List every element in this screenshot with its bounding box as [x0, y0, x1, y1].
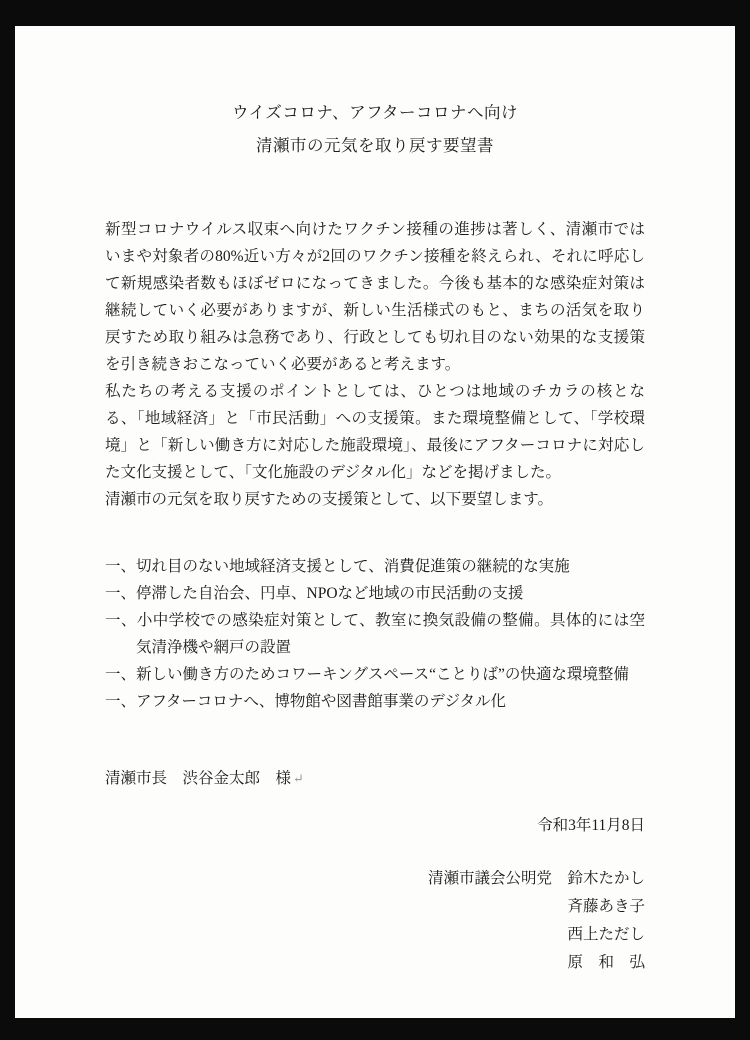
request-item-coworking — [105, 661, 645, 688]
request-text: 小中学校での感染症対策として、教室に換気設備の整備。具体的には空気清浄機や網戸の設置 — [136, 612, 645, 656]
request-marker: 一、 — [105, 693, 137, 710]
request-text: 停滞した自治会、円卓、NPOなど地域の市民活動の支援 — [136, 585, 524, 602]
request-marker: 一、 — [105, 666, 137, 683]
document-title-line1: ウイズコロナ、アフターコロナへ向け — [231, 103, 519, 122]
request-text: 切れ目のない地域経済支援として、消費促進策の継続的な実施 — [136, 558, 570, 575]
signatory-name: 斉藤あき子 — [567, 898, 645, 915]
document-date: 令和3年11月8日 — [537, 817, 645, 834]
document-page — [15, 26, 735, 1018]
request-item-economy — [105, 553, 645, 580]
paragraph-support-points: 私たちの考える支援のポイントとしては、ひとつは地域のチカラの核となる、「地域経済」と「市民活動」への支援策。また環境整備として、「学校環境」と「新しい働き方に対応した施設環境」、最後にアフターコロナに対応した文化支援として、「文化施設のデジタル化」などを掲げました。 — [105, 383, 645, 481]
paragraph-request-intro: 清瀬市の元気を取り戻すための支援策として、以下要望します。 — [105, 491, 553, 508]
request-list — [105, 553, 645, 715]
request-marker: 一、 — [105, 585, 137, 602]
signatory-name: 鈴木たかし — [567, 870, 645, 887]
request-item-schools — [105, 607, 645, 661]
return-mark-icon: ↵ — [293, 771, 304, 786]
request-marker: 一、 — [105, 558, 137, 575]
document-body — [105, 216, 645, 513]
request-item-civic — [105, 580, 645, 607]
signatory-name: 西上ただし — [567, 926, 645, 943]
signatory-name: 原 和 弘 — [567, 954, 645, 971]
document-title — [105, 96, 645, 162]
signature-party: 清瀬市議会公明党 — [427, 870, 552, 887]
addressee-line — [105, 765, 645, 792]
signature-block — [105, 865, 645, 977]
request-text: 新しい働き方のためコワーキングスペース“ことりば”の快適な環境整備 — [136, 666, 629, 683]
signature-names — [567, 865, 645, 977]
request-text: アフターコロナへ、博物館や図書館事業のデジタル化 — [136, 693, 507, 710]
request-marker: 一、 — [105, 612, 137, 629]
addressee-name: 清瀬市長 渋谷金太郎 様 — [105, 770, 292, 787]
paragraph-vaccine-progress: 新型コロナウイルス収束へ向けたワクチン接種の進捗は著しく、清瀬市ではいまや対象者の80%近い方々が2回のワクチン接種を終えられ、それに呼応して新規感染者数もほぼゼロになってきました。今後も基本的な感染症対策は継続していく必要がありますが、新しい生活様式のもと、まちの活気を取り戻すため取り組みは急務であり、行政としても切れ目のない効果的な支援策を引き続きおこなっていく必要があると考えます。 — [105, 221, 645, 373]
request-item-digital — [105, 688, 645, 715]
document-title-line2: 清瀬市の元気を取り戻す要望書 — [256, 136, 494, 155]
